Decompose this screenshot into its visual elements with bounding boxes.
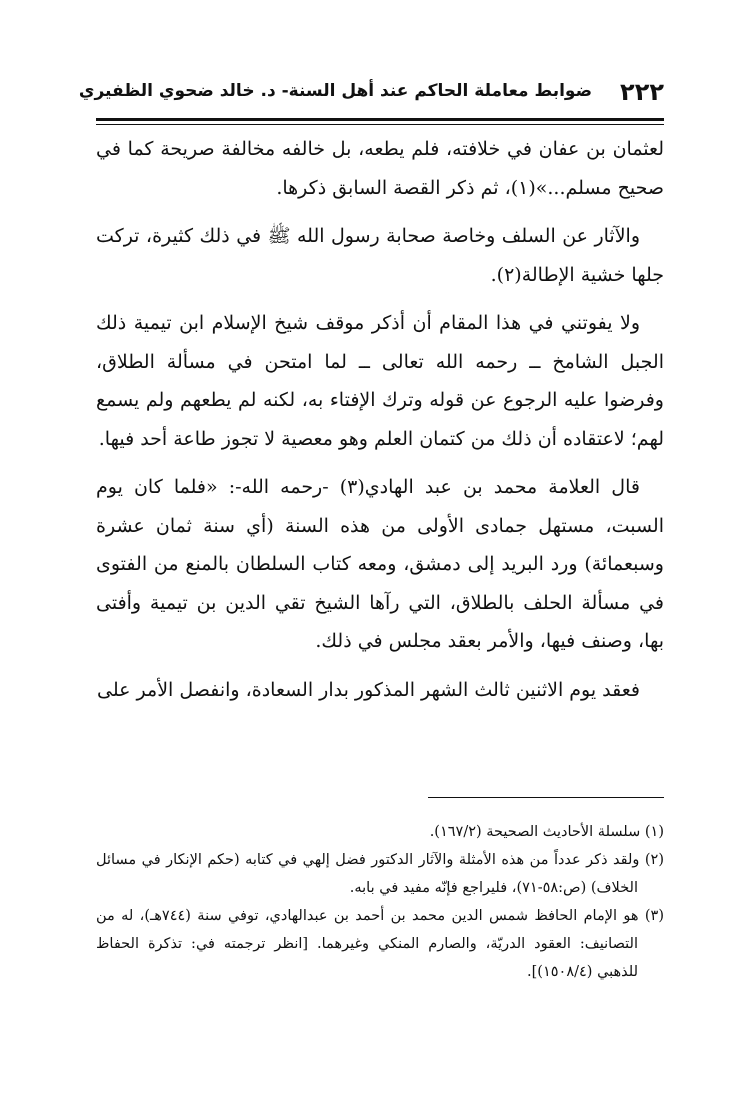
- footnotes: [96, 818, 664, 986]
- footnote-separator: [428, 797, 664, 798]
- paragraph: فعقد يوم الاثنين ثالث الشهر المذكور بدار السعادة، وانفصل الأمر على: [97, 678, 640, 701]
- header-rule-thick: [96, 118, 664, 121]
- footnote-3: (٣) هو الإمام الحافظ شمس الدين محمد بن أحمد بن عبدالهادي، توفي سنة (٧٤٤هـ)، له من التصانيف: العقود الدريّة، والصارم المنكي وغيرهما. [انظر ترجمته في: تذكرة الحفاظ للذهبي (١٥٠٨/٤)].: [96, 908, 664, 980]
- footnote-1: (١) سلسلة الأحاديث الصحيحة (١٦٧/٢).: [429, 824, 664, 840]
- paragraph: والآثار عن السلف وخاصة صحابة رسول الله ﷺ في ذلك كثيرة، تركت جلها خشية الإطالة(٢).: [96, 225, 664, 286]
- running-title: ضوابط معاملة الحاكم عند أهل السنة- د. خالد ضحوي الظفيري: [78, 81, 592, 101]
- page-number: ٢٢٢: [620, 78, 664, 106]
- paragraph: ولا يفوتني في هذا المقام أن أذكر موقف شيخ الإسلام ابن تيمية ذلك الجبل الشامخ ــ رحمه الله تعالى ــ لما امتحن في مسألة الطلاق، وفرضوا عليه الرجوع عن قوله وترك الإفتاء به، لكنه لم يطعهم ولم يسمع لهم؛ لاعتقاده أن ذلك من كتمان العلم وهو معصية لا تجوز طاعة أحد فيها.: [96, 312, 664, 450]
- footnote-2: (٢) ولقد ذكر عدداً من هذه الأمثلة والآثار الدكتور فضل إلهي في كتابه (حكم الإنكار في مسائل الخلاف) (ص:٥٨-٧١)، فليراجع فإنّه مفيد في بابه.: [96, 852, 664, 896]
- paragraph: لعثمان بن عفان في خلافته، فلم يطعه، بل خالفه مخالفة صريحة كما في صحيح مسلم...»(١)، ثم ذكر القصة السابق ذكرها.: [96, 138, 664, 199]
- page-header: [78, 78, 664, 114]
- paragraph: قال العلامة محمد بن عبد الهادي(٣) -رحمه الله-: «فلما كان يوم السبت، مستهل جمادى الأولى من هذه السنة (أي سنة ثمان عشرة وسبعمائة) ورد البريد إلى دمشق، ومعه كتاب السلطان بالمنع من الفتوى في مسألة الحلف بالطلاق، التي رآها الشيخ تقي الدين بن تيمية وأفتى بها، وصنف فيها، والأمر بعقد مجلس في ذلك.: [96, 476, 664, 652]
- main-text: [96, 130, 664, 709]
- header-rule-thin: [96, 124, 664, 125]
